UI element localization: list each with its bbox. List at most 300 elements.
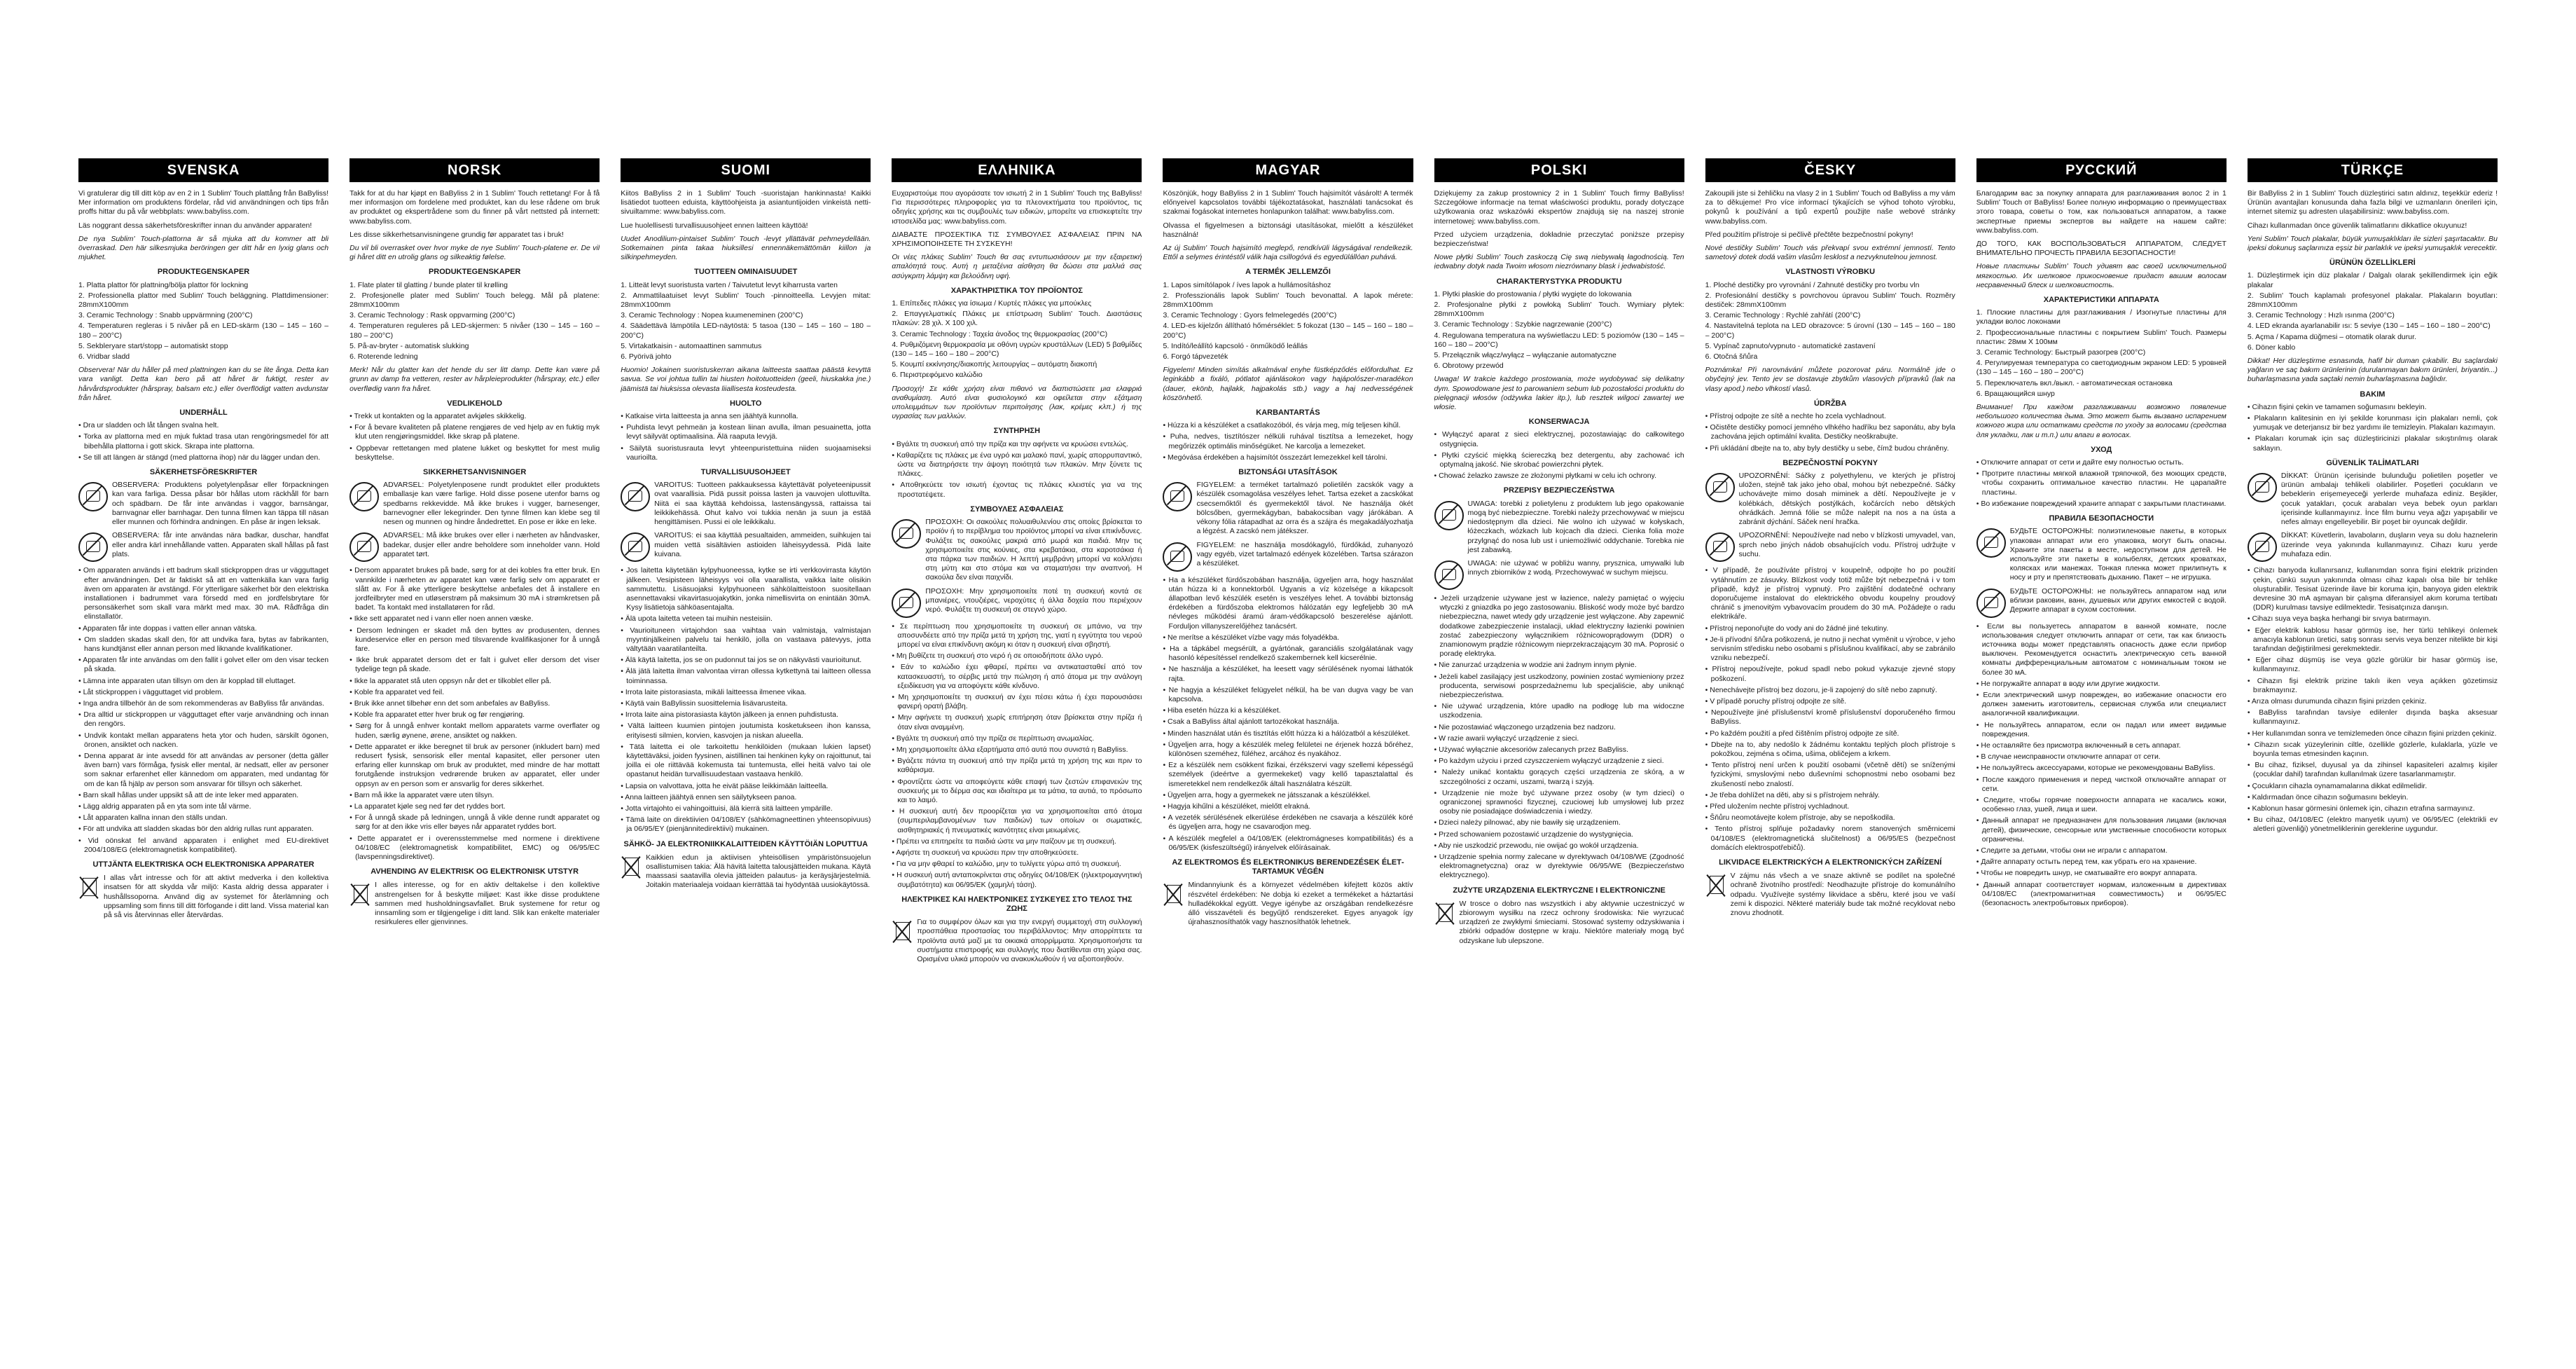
care-list [349, 412, 600, 462]
list-item: • Używać wyłącznie akcesoriów zalecanych przez BaByliss. [1434, 745, 1684, 755]
list-item: • Αποθηκεύετε τον ισιωτή έχοντας τις πλάκες κλειστές για να της προστατέψετε. [892, 481, 1142, 499]
weee-block [1705, 872, 1955, 918]
crossed-bin-icon [78, 874, 99, 900]
intro-text: Bir BaByliss 2 in 1 Sublim' Touch düzleştirici satın aldınız, teşekkür ederiz ! Ürünün avantajları konusunda daha fazla bilgi ve uzmanların önerileri için, internet sitemiz şu adresten ulaşabilirsiniz: www.babyliss.com. [2247, 189, 2498, 216]
list-item: 3. Ceramic Technology : Ταχεία άνοδος της θερμοκρασίας (200°C) [892, 329, 1108, 338]
warning-text: VAROITUS: ei saa käyttää pesualtaiden, ammeiden, suihkujen tai muiden vettä sisältävien astioiden läheisyydessä. Pidä laite kuivana. [654, 531, 871, 558]
specs-title: A TERMÉK JELLEMZŐI [1245, 268, 1331, 277]
list-item: 6. Pyörivä johto [621, 352, 672, 362]
list-item: 4. Temperaturen reguleres på LED-skjermen: 5 nivåer (130 – 145 – 160 – 180 – 200°C) [349, 322, 600, 340]
list-item: • Данный аппарат соответствует нормам, изложенным в директивах 04/108/EC (электромагнитная совместимость) и 06/95/EC (безопасность электробытовых приборов). [1976, 881, 2227, 909]
care-list [1976, 458, 2227, 509]
list-item: • A készülék megfelel a 04/108/EK (elektromágneses kompatibilitás) és a 06/95/EK (kisfeszültségű) irányelvek előírásainak. [1163, 834, 1413, 853]
list-item: • Húzza ki a készüléket a csatlakozóból, és várja meg, míg teljesen kihűl. [1163, 421, 1413, 430]
list-item: 1. Platta plattor för plattning/bölja plattor för lockning [78, 280, 249, 289]
list-item: 5. Переключатель вкл./выкл. - автоматическая остановка [1976, 378, 2173, 387]
list-item: • Koble fra apparatet etter hver bruk og før rengjøring. [349, 710, 600, 720]
warning-text: UWAGA: nie używać w pobliżu wanny, prysznica, umywalki lub innych zbiorników z wodą. Przechowywać w suchym miejscu. [1467, 558, 1684, 577]
intro-safety-reminder: Cihazı kullanmadan önce güvenlik talimatlarını dikkatlice okuyunuz! [2247, 221, 2467, 230]
list-item: 2. Профессиональные пластины с покрытием Sublim' Touch. Размеры пластин: 28мм X 100мм [1976, 328, 2227, 346]
no-plastic-bag-icon [892, 519, 921, 549]
list-item: 1. Flate plater til glatting / bunde plater til krølling [349, 280, 508, 289]
list-item: • Ikke bruk apparatet dersom det er falt i gulvet eller dersom det viser tydelige tegn på skade. [349, 656, 600, 674]
list-item: • Kaldırmadan önce cihazın soğumasını bekleyin. [2248, 793, 2498, 802]
list-item: • Denna apparat är inte avsedd för att användas av personer (detta gäller även barn) vars förmåga, fysisk eller mental, är nedsatt, eller av personer som saknar erfarenhet eller kännedom om apparaten, med undantag för om de kan få hjälp av person som ansvarar för tillsyn och säkerhet. [78, 752, 328, 789]
safety-title: SIKKERHETSANVISNINGER [423, 468, 527, 477]
list-item: • Barn må ikke la apparatet være uten tilsyn. [349, 791, 600, 800]
list-item: • Vaurioituneen virtajohdon saa vaihtaa vain valmistaja, valmistajan myyntinjälkeinen palvelu tai henkilö, jolla on vastaava pätevyys, jotta vältytään vaaratilanteilta. [621, 626, 871, 654]
specs-title: ÜRÜNÜN ÖZELLİKLERİ [2329, 259, 2416, 268]
care-list [1705, 412, 1955, 453]
list-item: • For å bevare kvaliteten på platene rengjøres de ved hjelp av en fuktig myk klut uten rengjøringsmiddel. Ikke skrap på platene. [349, 423, 600, 441]
list-item: • Přístroj odpojte ze sítě a nechte ho zcela vychladnout. [1705, 412, 1955, 421]
language-column [621, 158, 871, 1349]
weee-title: AVHENDING AV ELEKTRISK OG ELEKTRONISK UTSTYR [371, 867, 579, 876]
specs-title: PRODUKTEGENSKAPER [428, 268, 521, 277]
list-item: • Hagyja kihűlni a készüléket, mielőtt elrakná. [1163, 802, 1413, 811]
warning-text: ΠΡΟΣΟΧΗ: Μην χρησιμοποιείτε ποτέ τη συσκευή κοντά σε μπανιέρες, ντουζιέρες, νεροχύτες ή άλλα δοχεία που περιέχουν νερό. Φυλάξτε τη συσκευή σε στεγνό χώρο. [925, 586, 1142, 614]
list-item: 5. Przełącznik włącz/wyłącz – wyłączanie automatyczne [1434, 351, 1616, 360]
list-item: • Płytki czyścić miękką ściereczką bez detergentu, aby zachować ich optymalną jakość. Nie skrobać powierzchni płytek. [1434, 451, 1684, 469]
language-header: TÜRKÇE [2248, 158, 2498, 182]
crossed-bin-icon [621, 853, 642, 880]
list-item: • Çocukların cihazla oynamamalarına dikkat edilmelidir. [2248, 782, 2498, 791]
care-list [1163, 421, 1413, 462]
list-item: • Nepoužívejte jiné příslušenství kromě příslušenství doporučeného firmou BaByliss. [1705, 708, 1955, 727]
care-title: KONSERWACJA [1528, 418, 1590, 427]
steam-note: Observera! När du håller på med plattningen kan du se lite ånga. Detta kan vara vanligt. Detta kan bero på att håret är fuktigt, rester av hårvårdsprodukter (hårspray, balsam etc.) eller överflödigt vatten avdunstar från håret. [78, 366, 329, 402]
list-item: • Ne hagyja a készüléket felügyelet nélkül, ha be van dugva vagy be van kapcsolva. [1163, 686, 1413, 704]
language-header: ΕΛΛΗΝΙΚΑ [892, 158, 1142, 182]
language-header: РУССКИЙ [1976, 158, 2227, 182]
list-item: 5. Κουμπί εκκίνησης/διακοπής λειτουργίας – αυτόματη διακοπή [892, 360, 1097, 369]
warning-block [892, 587, 1142, 618]
list-item: • Не пользуйтесь аппаратом, если он падал или имеет видимые повреждения. [1976, 721, 2227, 739]
steam-note: Merk! Når du glatter kan det hende du ser litt damp. Dette kan være på grunn av damp fra vetteren, rester av hårpleieprodukter (hårspray, etc.) eller overflødig vann fra håret. [349, 366, 600, 393]
care-title: HUOLTO [730, 399, 762, 408]
care-title: УХОД [2091, 445, 2112, 454]
safety-title: GÜVENLİK TALİMATLARI [2326, 458, 2419, 467]
warning-text: FIGYELEM: a terméket tartalmazó polietilén zacskók vagy a készülék csomagolása veszélyes lehet. Tartsa ezeket a zacskókat csecsemőktől és gyermekektől távol. Ne használja ökét bölcsőben, gyermekágyban, babakocsiban vagy járókában. A vékony fólia rátapadhat az orra és a szájra és megakadályozhatja a légzést. A zacskó nem játékszer. [1196, 481, 1413, 536]
warning-block [1163, 541, 1413, 572]
list-item: • Po každém použití a před čištěním přístroj odpojte ze sítě. [1705, 729, 1955, 738]
list-item: 2. Επαγγελματικές Πλάκες με επίστρωση Sublim' Touch. Διαστάσεις πλακών: 28 χιλ. Χ 100 χιλ. [892, 310, 1142, 328]
warning-block [1705, 531, 1955, 562]
list-item: • Не пользуйтесь аксессуарами, которые не рекомендованы BaByliss. [1976, 764, 2227, 773]
column-body [892, 189, 1142, 964]
intro-safety-reminder: ДО ТОГО, КАК ВОСПОЛЬЗОВАТЬСЯ АППАРАТОМ, СЛЕДУЕТ ВНИМАТЕЛЬНО ПРОЧЕСТЬ ПРАВИЛА БЕЗОПАСНОСТИ! [1976, 240, 2227, 258]
list-item: • В случае неисправности отключите аппарат от сети. [1976, 752, 2227, 762]
list-item: 1. Ploché destičky pro vyrovnání / Zahnuté destičky pro tvorbu vln [1705, 280, 1920, 289]
steam-note: Dikkat! Her düzleştirme esnasında, hafif bir duman çıkabilir. Bu saçlardaki yağların ve saç bakım ürünlerinin (durulanmayan bakım ürünleri, briyantin...) buharlaşmasına yada saçtaki nemin buharlaşmasına bağlıdır. [2247, 357, 2498, 384]
list-item: 6. Περιστρεφόμενο καλώδιο [892, 371, 983, 380]
list-item: • Megóvása érdekében a hajsimítót összezárt lemezekkel kell tárolni. [1163, 453, 1413, 462]
specs-list [78, 281, 328, 362]
safety-list [349, 566, 600, 862]
list-item: • Εάν το καλώδιο έχει φθαρεί, πρέπει να αντικατασταθεί από τον κατασκευαστή, το σέρβις μετά την πώληση ή από άτομα με την ανάλογη εξειδίκευση για να αποφύγετε κάθε κίνδυνο. [892, 663, 1142, 691]
list-item: 1. Düzleştirmek için düz plakalar / Dalgalı olarak şekillendirmek için eğik plakalar [2247, 271, 2498, 289]
weee-title: LIKVIDACE ELEKTRICKÝCH A ELEKTRONICKÝCH ZAŘÍZENÍ [1719, 858, 1942, 867]
specs-list [2248, 271, 2498, 352]
safety-title: PRZEPISY BEZPIECZEŃSTWA [1503, 486, 1615, 495]
column-body [1434, 189, 1684, 946]
list-item: • Barn skall hållas under uppsikt så att de inte leker med apparaten. [78, 791, 328, 800]
intro-highlight: Az új Sublim' Touch hajsimító meglepő, rendkívüli lágyságával rendelkezik. Ettől a selymes érintéstől válik haja csillogóvá és egyedülállóan puhává. [1163, 244, 1413, 262]
specs-list [621, 281, 871, 362]
list-item: • Βγάλτε τη συσκευή από την πρίζα και την αφήνετε να κρυώσει εντελώς. [892, 440, 1142, 449]
specs-title: ΧΑΡΑΚΤΗΡΙΣΤΙΚΑ ΤΟΥ ΠΡΟΪΟΝΤΟΣ [950, 286, 1083, 295]
column-body [1163, 189, 1413, 927]
list-item: • Katkaise virta laitteesta ja anna sen jäähtyä kunnolla. [621, 412, 871, 421]
list-item: • Přístroj neponořujte do vody ani do žádné jiné tekutiny. [1705, 624, 1955, 633]
no-water-icon [621, 532, 650, 562]
list-item: 6. Forgó tápvezeték [1163, 352, 1228, 362]
list-item: • Dette apparatet er i overensstemmelse med normene i direktivene 04/108/EC (elektromagnetisk kompatibilitet, EMC) og 06/95/EC (lavspenningsdirektivet). [349, 834, 600, 862]
list-item: • Trekk ut kontakten og la apparatet avkjøles skikkelig. [349, 412, 600, 421]
weee-block [78, 874, 328, 920]
list-item: • Μη βυθίζετε τη συσκευή στο νερό ή σε οποιοδήποτε άλλο υγρό. [892, 652, 1142, 661]
warning-text: UPOZORNĚNÍ: Nepoužívejte nad nebo v blízkosti umyvadel, van, sprch nebo jiných nádob obsahujících vodu. Přístroj udržujte v suchu. [1738, 531, 1955, 558]
list-item: • Aby nie uszkodzić przewodu, nie owijać go wokół urządzenia. [1434, 841, 1684, 851]
intro-text: Zakoupili jste si žehličku na vlasy 2 in 1 Sublim' Touch od BaByliss a my vám za to děkujeme! Pro více informací týkajících se výhod tohoto výrobku, pokynů k používání a tipů expertů použijte naše webové stránky www.babyliss.com. [1705, 189, 1955, 226]
warning-block [621, 531, 871, 562]
list-item: • Csak a BaByliss által ajánlott tartozékokat használja. [1163, 717, 1413, 727]
warning-block [892, 518, 1142, 582]
weee-title: UTTJÄNTA ELEKTRISKA OCH ELEKTRONISKA APPARATER [92, 860, 314, 869]
intro-text: Köszönjük, hogy BaByliss 2 in 1 Sublim' Touch hajsimítót vásárolt! A termék előnyeivel kapcsolatos további tájékoztatásokat, használati tanácsokat és szakmai fogásokat internetes honlapunkon találhat: www.babyliss.com. [1163, 189, 1413, 216]
intro-safety-reminder: Před použitím přístroje si pečlivě přečtěte bezpečnostní pokyny! [1705, 230, 1913, 239]
warning-text: ADVARSEL: Polyetylenposene rundt produktet eller produktets emballasje kan være farlige. Hold disse posene utenfor barns og spedbarns rekkevidde. Må ikke brukes i vugger, barnesenger, barnevogner eller lekegrinder. Den tynne filmen kan klebe seg til nesen og munnen og hindre åndedrettet. En pose er ikke en leke. [383, 481, 600, 527]
weee-text: I alles interesse, og for en aktiv deltakelse i den kollektive anstrengelsen for å beskytte miljøet: Kast ikke disse produktene sammen med husholdningsavfallet. Bruk systemene for retur og innsamling som er tilgjengelige i ditt land. Slik kan enkelte materialer resirkuleres eller gjenvinnes. [375, 881, 600, 927]
list-item: • Η συσκευή αυτή δεν προορίζεται για να χρησιμοποιείται από άτομα (συμπεριλαμβανομένων των παιδιών) των οποίων οι σωματικές, αισθητηριακές ή πνευματικές ικανότητες είναι μειωμένες. [892, 807, 1142, 835]
list-item: • Данный аппарат не предназначен для пользования лицами (включая детей), физические, сенсорные или умственные способности которых ограничены. [1976, 816, 2227, 844]
intro-text: Благодарим вас за покупку аппарата для разглаживания волос 2 in 1 Sublim' Touch от BaByliss! Более полную информацию о преимуществах этого товара, советы о том, как пользоваться аппаратом, а также экспертные приемы экспертов вы найдете на нашем сайте: www.babyliss.com. [1976, 189, 2227, 235]
list-item: • Ha a készüléket fürdőszobában használja, ügyeljen arra, hogy használat után húzza ki a konnektorból. Ugyanis a víz közelsége a kikapcsolt állapotban levő készülék esetén is veszélyes lehet. A további biztonság érdekében a fürdőszoba elektromos hálózatán egy legfeljebb 30 mA névleges működési áramú áram-védőkapcsoló beszerelése ajánlott. Forduljon villanyszerelőjéhez tanácsért. [1163, 576, 1413, 631]
list-item: • Чтобы не повредить шнур, не сматывайте его вокруг аппарата. [1976, 869, 2227, 878]
list-item: 3. Ceramic Technology : Hızlı ısınma (200°C) [2247, 311, 2395, 320]
care-title: ΣΥΝΤΗΡΗΣΗ [993, 427, 1041, 436]
list-item: • Φροντίζετε ώστε να αποφεύγετε κάθε επαφή των ζεστών επιφανειών της συσκευής με το δέρμα σας και ιδιαίτερα με τα μάτια, τα αυτιά, το πρόσωπο και το λαιμό. [892, 778, 1142, 806]
warning-block [349, 531, 600, 562]
list-item: • Dra alltid ur stickproppen ur vägguttaget efter varje användning och innan den rengörs. [78, 710, 328, 729]
steam-note: Huomio! Jokainen suoristuskerran aikana laitteesta saattaa päästä kevyttä savua. Se voi johtua tullin tai hiusten hoitotuotteiden (geeli, hiuskakka jne.) jäämistä tai hiuksissa olevasta liiallisesta kosteudesta. [621, 366, 871, 393]
list-item: • Καθαρίζετε τις πλάκες με ένα υγρό και μαλακό πανί, χωρίς απορρυπαντικό, ώστε να διατηρήσετε την άψογη ποιότητά των πλακών. Μην ξύνετε τις πλάκες. [892, 451, 1142, 479]
warning-block [1976, 527, 2227, 582]
warning-block [349, 481, 600, 527]
no-water-icon [892, 589, 921, 618]
list-item: • Lämna inte apparaten utan tillsyn om den är kopplad till eluttaget. [78, 677, 328, 686]
steam-note: Внимание! При каждом разглаживании возможно появление небольшого количества дыма. Это может быть вызвано испарением кожного жира или остатками средств по уходу за волосами (средства для укладки, лак и т.п.) или влаги в волосах. [1976, 403, 2227, 439]
care-list [1434, 430, 1684, 481]
weee-block [1163, 881, 1413, 927]
no-water-icon [1163, 542, 1192, 572]
list-item: • Oppbevar rettetangen med platene lukket og beskyttet for mest mulig beskyttelse. [349, 444, 600, 462]
specs-title: ХАРАКТЕРИСТИКИ АППАРАТА [2043, 296, 2159, 305]
steam-note: Poznámka! Při narovnávání můžete pozorovat páru. Normálně jde o obyčejný jev. Tento jev se dostavuje zbytkům vlasových přípravků (lak na vlasy apod.) nebo vlhkostí vlasů. [1705, 366, 1955, 393]
weee-text: Kaikkien edun ja aktiivisen yhteisöllisen ympäristönsuojelun osallistumisen takia: Älä hävitä laitetta talousjätteiden mukana. Käytä maassasi saatavilla olevia jätteiden palautus- ja keräysjärjestelmiä. Joitakin materiaaleja voidaan kierrättää tai hyödyntää uusiokäytössä. [646, 853, 871, 890]
safety-title: SÄKERHETSFÖRESKRIFTER [149, 468, 258, 477]
language-column [1976, 158, 2227, 1349]
list-item: • Om apparaten används i ett badrum skall stickproppen dras ur vägguttaget efter användningen. Det är faktiskt så att en vattenkälla kan vara farlig även om apparaten är avstängd. För ytterligare säkerhet bör den elektriska installationen i badrummet vara försedd med en jordfelsbrytare för personsäkerhet som skall vara märkt med max. 30 mA. Rådfråga din elinstallatör. [78, 566, 328, 621]
no-water-icon [1705, 532, 1735, 562]
list-item: • Šňůru neomotávejte kolem přístroje, aby se nepoškodila. [1705, 813, 1955, 823]
language-column [2248, 158, 2498, 1349]
list-item: • Следите за детьми, чтобы они не играли с аппаратом. [1976, 846, 2227, 855]
warning-text: ΠΡΟΣΟΧΗ: Οι σακούλες πολυαιθυλενίου στις οποίες βρίσκεται το προϊόν ή το περίβλημα του προϊόντος μπορεί να είναι επικίνδυνες. Φυλάξτε τις σακούλες μακριά από μωρά και παιδιά. Μην τις χρησιμοποιείτε στις κούνιες, στα κρεβατάκια, στα καροτσάκια ή στα πάρκα των παιδιών. Η λεπτή μεμβράνη μπορεί να κολλήσει στη μύτη και στο στόμα και να σταματήσει την αναπνοή. Η σακούλα δεν είναι παιχνίδι. [925, 518, 1142, 582]
list-item: • Cihazı banyoda kullanırsanız, kullanımdan sonra fişini elektrik prizinden çekin, çünkü suyun yakınında olması cihaz kapalı olsa bile bir tehlike oluşturabilir. Tesisat üzerinde ilave bir koruma için, banyoya giden elektrik devresine 30 mA aşmayan bir çalışma diferansiyel akım koruma tertibatı (DDR) kurulması tavsiye edilmektedir. Tesisatçınıza danışın. [2248, 566, 2498, 612]
list-item: 6. Вращающийся шнур [1976, 389, 2055, 398]
list-item: • Bruk ikke annet tilbehør enn det som anbefales av BaByliss. [349, 699, 600, 708]
intro-highlight: Nowe płytki Sublim' Touch zaskoczą Cię swą niebywałą łagodnością. Ten jedwabny dotyk nada Twoim włosom niezrównany blask i jedwabistość. [1434, 253, 1684, 271]
language-header: ČESKY [1705, 158, 1955, 182]
warning-text: БУДЬТЕ ОСТОРОЖНЫ: не пользуйтесь аппаратом над или вблизи раковин, ванн, душевых или других емкостей с водой. Держите аппарат в сухом состоянии. [2009, 586, 2227, 614]
list-item: • Při ukládání dbejte na to, aby byly destičky u sebe, čímž budou chráněny. [1705, 444, 1955, 453]
warning-text: UWAGA: torebki z polietylenu z produktem lub jego opakowanie mogą być niebezpieczne. Torebki należy przechowywać w miejscu niedostępnym dla dzieci. Nie wolno ich używać w kołyskach, łóżeczkach, wózkach lub kojcach dla dzieci. Cienka folia może przylgnąć do nosa lub ust i uniemożliwić oddychanie. Torebka nie jest zabawką. [1467, 499, 1684, 554]
list-item: • Se till att längen är stängd (med plattorna ihop) när du lägger undan den. [78, 453, 328, 462]
safety-list [2248, 566, 2498, 834]
list-item: • Dra ur sladden och låt tången svalna helt. [78, 421, 328, 430]
list-item: • Lapsia on valvottava, jotta he eivät pääse leikkimään laitteella. [621, 782, 871, 791]
crossed-bin-icon [892, 918, 913, 944]
list-item: 5. Vypínač zapnuto/vypnuto - automatické zastavení [1705, 341, 1876, 350]
no-water-icon [2248, 532, 2277, 562]
list-item: • Puhdista levyt pehmeän ja kostean liinan avulla, ilman pesuainetta, jotta levyt säilyvät optimaalisina. Älä raaputa levyjä. [621, 423, 871, 441]
list-item: • Koble fra apparatet ved feil. [349, 688, 600, 697]
intro-text: Ευχαριστούμε που αγοράσατε τον ισιωτή 2 in 1 Sublim' Touch της BaByliss! Για περισσότερες πληροφορίες για τα πλεονεκτήματα του προϊόντος, τις οδηγίες χρήσης και τις συμβουλές των ειδικών, μπορείτε να επισκεφτείτε την ιστοσελίδα μας: www.babyliss.com. [892, 189, 1142, 226]
warning-block [621, 481, 871, 527]
list-item: 6. Döner kablo [2247, 343, 2296, 352]
intro-safety-reminder: ΔΙΑΒΑΣΤΕ ΠΡΟΣΕΚΤΙΚΑ ΤΙΣ ΣΥΜΒΟΥΛΕΣ ΑΣΦΑΛΕΙΑΣ ΠΡΙΝ ΝΑ ΧΡΗΣΙΜΟΠΟΙΗΣΕΤΕ ΤΗ ΣΥΣΚΕΥΗ! [892, 230, 1142, 249]
list-item: 6. Obrotowy przewód [1434, 362, 1504, 371]
list-item: 2. Professionella plattor med Sublim' Touch beläggning. Plattdimensioner: 28mmX100mm [78, 291, 329, 310]
list-item: 4. Nastavitelná teplota na LED obrazovce: 5 úrovní (130 – 145 – 160 – 180 – 200°C) [1705, 322, 1955, 340]
list-item: 4. LED-es kijelzőn állítható hőmérséklet: 5 fokozat (130 – 145 – 160 – 180 – 200°C) [1163, 322, 1413, 340]
no-plastic-bag-icon [2248, 473, 2277, 502]
weee-title: SÄHKÖ- JA ELEKTRONIIKKALAITTEIDEN KÄYTTÖIÄN LOPUTTUA [623, 839, 868, 848]
list-item: • Dersom ledningen er skadet må den byttes av produsenten, dennes kundeservice eller en person med tilsvarende kvalifikasjoner for å unngå fare. [349, 626, 600, 654]
list-item: • Ez a készülék nem csökkent fizikai, érzékszervi vagy szellemi képességű személyek (ideértve a gyermekeket) vagy kellő tapasztalattal és ismeretekkel nem rendelkezők általi használatra készült. [1163, 761, 1413, 789]
list-item: 6. Otočná šňůra [1705, 352, 1758, 362]
weee-text: V zájmu nás všech a ve snaze aktivně se podílet na společné ochraně životního prostředí: Neodhazujte přístroje do komunálního odpadu. Využívejte systémy likvidace a sběru, které jsou ve vaší zemi k dispozici. Některé materiály bude tak možné recyklovat nebo znovu zhodnotit. [1730, 872, 1955, 917]
weee-text: Mindannyiunk és a környezet védelmében kifejtett közös aktív részvétel érdekében: Ne dobja ki ezeket a termékeket a háztartási hulladékokkal együtt. Vegye igénybe az országában rendelkezésre álló visszavételi és begyűjtő rendszereket. Egyes anyagok így újrahasznosíthatók vagy hasznosíthatók lehetnek. [1188, 881, 1413, 927]
list-item: • Apparaten får inte användas om den fallit i golvet eller om den visar tecken på skada. [78, 656, 328, 674]
list-item: 3. Ceramic Technology: Быстрый разогрев (200°C) [1976, 348, 2146, 357]
no-plastic-bag-icon [1163, 482, 1192, 511]
intro-highlight: Du vil bli overrasket over hvor myke de nye Sublim' Touch-platene er. De vil gi håret ditt en utrolig glans og silkeaktig følelse. [349, 244, 600, 262]
list-item: 4. Ρυθμιζόμενη θερμοκρασία με οθόνη υγρών κρυστάλλων (LED) 5 βαθμίδες (130 – 145 – 160 – 180 – 200°C) [892, 340, 1142, 359]
warning-text: UPOZORNĚNÍ: Sáčky z polyethylenu, ve kterých je přístroj uložen, stejně tak jako jeho obal, mohou být nebezpečné. Sáčky uchovávejte mimo dosah miminek a dětí. Nepoužívejte je v kolébkách, dětských postýlkách, kočárcích nebo dětských ohrádkách. Jemná fólie se může nalepit na nos a na ústa a zabránit dýchání. Sáček není hračka. [1738, 472, 1955, 527]
crossed-bin-icon [1434, 900, 1455, 926]
language-header: SVENSKA [78, 158, 328, 182]
list-item: • Po każdym użyciu i przed czyszczeniem wyłączyć urządzenie z sieci. [1434, 757, 1684, 766]
language-columns [78, 158, 2498, 1349]
list-item: • Ikke sett apparatet ned i vann eller noen annen væske. [349, 614, 600, 624]
list-item: 2. Ammattilaatuiset levyt Sublim' Touch -pinnoitteella. Levyjen mitat: 28mmX100mm [621, 291, 871, 310]
safety-title: TURVALLISUUSOHJEET [700, 468, 791, 477]
list-item: 5. På-av-bryter - automatisk slukking [349, 341, 469, 350]
list-item: • Μη χρησιμοποιείτε τη συσκευή αν έχει πέσει κάτω ή έχει παρουσιάσει φανερή ορατή βλάβη. [892, 693, 1142, 711]
warning-block [1434, 500, 1684, 555]
specs-title: CHARAKTERYSTYKA PRODUKTU [1496, 277, 1622, 286]
list-item: • V případě, že používáte přístroj v koupelně, odpojte ho po použití vytáhnutím ze zásuvky. Blízkost vody totiž může být nebezpečná i v tom případě, když je přístroj vypnutý. Pro zajištění dodatečné ochrany doporučujeme instalovat do elektrického obvodu koupelny proudový chránič s jmenovitým vybavovacím proudem do 30 mA. Požádejte o radu elektrikáře. [1705, 566, 1955, 621]
list-item: • Tämä laite on direktiivien 04/108/EY (sähkömagneettinen yhteensopivuus) ja 06/95/EY (pienjännitedirektiivi) mukainen. [621, 816, 871, 834]
list-item: • Plakaları korumak için saç düzleştiricinizi plakalar sıkıştırılmış olarak saklayın. [2248, 434, 2498, 453]
list-item: • Przed schowaniem pozostawić urządzenie do wystygnięcia. [1434, 830, 1684, 839]
list-item: • Η συσκευή αυτή ανταποκρίνεται στις οδηγίες 04/108/ΕΚ (ηλεκτρομαγνητική συμβατότητα) και 06/95/ΕΚ (χαμηλή τάση). [892, 871, 1142, 889]
list-item: • Не погружайте аппарат в воду или другие жидкости. [1976, 680, 2227, 689]
care-title: UNDERHÅLL [179, 408, 228, 418]
list-item: 3. Ceramic Technology : Gyors felmelegedés (200°C) [1163, 311, 1337, 320]
column-body [349, 189, 600, 927]
intro-highlight: Yeni Sublim' Touch plakalar, büyük yumuşaklıkları ile sizleri şaşırtacaktır. Bu ipeksi dokunuş saçlarınıza eşsiz bir parlaklık ve ipeksi yumuşaklık verecektir. [2247, 234, 2498, 253]
warning-block [1976, 587, 2227, 618]
no-plastic-bag-icon [1705, 473, 1735, 502]
list-item: • Låt stickproppen i vägguttaget vid problem. [78, 688, 328, 697]
list-item: • Nie zanurzać urządzenia w wodzie ani żadnym innym płynie. [1434, 661, 1684, 670]
list-item: 1. Επίπεδες πλάκες για ίσιωμα / Κυρτές πλάκες για μπούκλες [892, 299, 1092, 308]
language-header: MAGYAR [1163, 158, 1413, 182]
list-item: • Nie używać urządzenia, które upadło na podłogę lub ma widoczne uszkodzenia. [1434, 702, 1684, 720]
list-item: 3. Ceramic Technology : Szybkie nagrzewanie (200°C) [1434, 320, 1612, 329]
weee-title: ZUŻYTE URZĄDZENIA ELEKTRYCZNE I ELEKTRONICZNE [1453, 886, 1666, 895]
intro-highlight: Uudet Anodilium-pintaiset Sublim' Touch -levyt yllättävät pehmeydellään. Sotkemainen pinta takaa hiuksillesi ennennäkemättömän kiillon ja silkinpehmeyden. [621, 234, 871, 262]
list-item: • Μη χρησιμοποιείτε άλλα εξαρτήματα από αυτά που συνιστά η BaByliss. [892, 745, 1142, 755]
list-item: • Arıza olması durumunda cihazın fişini prizden çekiniz. [2248, 697, 2498, 706]
list-item: 5. Indító/leállító kapcsoló - önműködő leállás [1163, 341, 1308, 350]
warning-text: DİKKAT: Küvetlerin, lavaboların, duşların veya su dolu haznelerin üzerinde veya yakınında kullanmayınız. Cihazı kuru yerde muhafaza edin. [2280, 531, 2498, 558]
specs-list [1434, 290, 1684, 371]
list-item: • Je-li přívodní šňůra poškozená, je nutno ji nechat vyměnit u výrobce, v jeho servisním středisku nebo osobami s příslušnou kvalifikací, aby se zabránilo vzniku nebezpečí. [1705, 635, 1955, 663]
list-item: 2. Profesionální destičky s povrchovou úpravou Sublim' Touch. Rozměry destiček: 28mmX100mm [1705, 291, 1955, 310]
list-item: • Если вы пользуетесь аппаратом в ванной комнате, после использования следует отключить аппарат от сети, так как близость источника воды может представлять опасность даже если прибор выключен. Рекомендуется оснастить электрическую сеть ванной комнаты дифференциальным автоматом с номинальным током не более 30 мА. [1976, 622, 2227, 677]
steam-note: Figyelem! Minden simítás alkalmával enyhe füstképződés előfordulhat. Ez leginkább a fixáló, pótlatot ajánlásokon vagy hajápolószer-maradékon (dauer, ekönb, hajlakk, hajpakolás stb.) vagy a haj nedvességének köszönhető. [1163, 366, 1413, 402]
safety-list [1976, 622, 2227, 909]
list-item: • Во избежание повреждений храните аппарат с закрытыми пластинами. [1976, 500, 2227, 509]
column-body [1976, 189, 2227, 908]
intro-safety-reminder: Olvassa el figyelmesen a biztonsági utasításokat, mielőtt a készüléket használná! [1163, 221, 1413, 239]
list-item: 1. Плоские пластины для разглаживания / Изогнутые пластины для укладки волос локонами [1976, 308, 2227, 326]
no-plastic-bag-icon [1976, 528, 2006, 558]
care-list [2248, 403, 2498, 453]
safety-list [1705, 566, 1955, 853]
list-item: • Дайте аппарату остыть перед тем, как убрать его на хранение. [1976, 858, 2227, 867]
list-item: 1. Litteät levyt suoristusta varten / Taivutetut levyt kiharrusta varten [621, 280, 838, 289]
care-list [621, 412, 871, 462]
column-body [78, 189, 328, 920]
list-item: • Jotta virtajohto ei vahingoittuisi, älä kierrä sitä laitteen ympärille. [621, 804, 871, 813]
language-column [349, 158, 600, 1349]
list-item: 4. Temperaturen regleras i 5 nivåer på en LED-skärm (130 – 145 – 160 – 180 – 200°C) [78, 322, 329, 340]
warning-text: ADVARSEL: Må ikke brukes over eller i nærheten av håndvasker, badekar, dusjer eller andre beholdere som inneholder vann. Hold apparatet tørt. [383, 531, 600, 558]
warning-text: DİKKAT: Ürünün içerisinde bulunduğu polietilen poşetler ve ürünün ambalajı tehlikeli olabilirler. Poşetleri çocukların ve bebeklerin erişemeyeceği yerlerde muhafaza ediniz. Beşikler, çocuk yatakları, çocuk arabaları veya bebek oyun parkları içerisinde kullanmayınız. İnce film burnu veya ağzı yapışabilir ve nefes almayı engelleyebilir. Bir poşet bir oyuncak değildir. [2280, 472, 2498, 527]
list-item: • Eğer elektrik kablosu hasar görmüş ise, her türlü tehlikeyi önlemek amacıyla kablonun üretici, satış sonrası servis veya benzer nitelikte bir kişi tarafından değiştirilmesi gerekmektedir. [2248, 626, 2498, 654]
weee-text: I allas vårt intresse och för att aktivt medverka i den kollektiva insatsen för att skydda vår miljö: Kasta aldrig dessa apparater i hushållssoporna. Använd dig av systemet för återlämning och uppsamling som finns till ditt förfogande i ditt land. Vissa material kan på så vis återvinnas eller återvärdas. [104, 874, 329, 919]
list-item: • Ne használja a készüléket, ha leesett vagy sérülésének nyomai láthatók rajta. [1163, 665, 1413, 683]
no-plastic-bag-icon [1434, 501, 1464, 530]
list-item: • Torka av plattorna med en mjuk fuktad trasa utan rengöringsmedel för att bibehålla plattorna i gott skick. Skrapa inte plattorna. [78, 432, 328, 450]
safety-list [78, 566, 328, 855]
list-item: • Älä käytä laitetta, jos se on pudonnut tai jos se on näkyvästi vaurioitunut. [621, 656, 871, 665]
intro-text: Vi gratulerar dig till ditt köp av en 2 in 1 Sublim' Touch plattång från BaByliss! Mer information om produktens fördelar, råd vid användningen och tips från proffs hittar du på vår webbplats: www.babyliss.com. [78, 189, 329, 216]
list-item: 3. Ceramic Technology : Nopea kuumeneminen (200°C) [621, 311, 803, 320]
list-item: • Lägg aldrig apparaten på en yta som inte tål värme. [78, 802, 328, 811]
no-plastic-bag-icon [621, 482, 650, 511]
safety-list [621, 566, 871, 834]
steam-note: Uwaga! W trakcie każdego prostowania, może wydobywać się delikatny dym. Spowodowane jest to parowaniem sebum lub pozostałości produktu do pielęgnacji włosów (odżywka lakier itp.), lub resztek wilgoci zawartej we włosie. [1434, 375, 1684, 412]
list-item: • Należy unikać kontaktu gorących części urządzenia ze skórą, a w szczególności z oczami, uszami, twarzą i szyją. [1434, 768, 1684, 786]
list-item: • Dbejte na to, aby nedošlo k žádnému kontaktu teplých ploch přístroje s pokožkou, zejména s očima, ušima, obličejem a krkem. [1705, 741, 1955, 759]
warning-text: VAROITUS: Tuotteen pakkauksessa käytettävät polyeteenipussit ovat vaarallisia. Pidä pussit poissa lasten ja vauvojen ulottuvilta. Niitä ei saa käyttää kehdoissa, lastensängyssä, rattaissa tai leikkikehässä. Ohut kalvo voi tukkia nenän ja suun ja estää hengittämisen. Pussi ei ole leikkikalu. [654, 481, 871, 527]
list-item: • Tätä laitetta ei ole tarkoitettu henkilöiden (mukaan lukien lapset) käytettäväksi, joiden fyysinen, aistillinen tai henkinen kyky on rajoittunut, tai joilla ei ole riittävää kokemusta tai tuntemusta, ellei heitä valvo tai ole opastanut heidän turvallisuudestaan vastaava henkilö. [621, 743, 871, 780]
list-item: • Älä jätä laitetta ilman valvontaa virran ollessa kytkettynä tai laitteen ollessa toiminnassa. [621, 667, 871, 685]
list-item: • Dzieci należy pilnować, aby nie bawiły się urządzeniem. [1434, 818, 1684, 827]
intro-text: Takk for at du har kjøpt en BaByliss 2 in 1 Sublim' Touch rettetang! For å få mer informasjon om fordelene med produktet, kan du lese rådene om bruk av produktet og ekspertrådene som du finner på vårt nettsted på internett: www.babyliss.com. [349, 189, 600, 226]
weee-block [349, 881, 600, 927]
list-item: • Chować żelazko zawsze ze złożonymi płytkami w celu ich ochrony. [1434, 472, 1684, 481]
warning-block [2248, 472, 2498, 527]
language-column [1434, 158, 1684, 1349]
warning-block [1705, 472, 1955, 527]
column-body [621, 189, 871, 890]
list-item: • Undvik kontakt mellan apparatens heta ytor och huden, särskilt ögonen, öronen, ansiktet och nacken. [78, 731, 328, 750]
weee-block [1434, 900, 1684, 946]
steam-note: Προσοχή! Σε κάθε χρήση είναι πιθανό να διαπιστώσετε μια ελαφριά αναθυμίαση. Αυτό είναι φυσιολογικό και οφείλεται στην εξάτμιση υπολειμμάτων των προϊόντων περιποίησης (λακ, κρέμες κλπ.) ή της υγρασίας των μαλλιών. [892, 384, 1142, 421]
list-item: • Για να μην φθαρεί το καλώδιο, μην το τυλίγετε γύρω από τη συσκευή. [892, 860, 1142, 869]
list-item: • Αφήστε τη συσκευή να κρυώσει πριν την αποθηκεύσετε. [892, 848, 1142, 858]
list-item: • Her kullanımdan sonra ve temizlemeden önce cihazın fişini prizden çekiniz. [2248, 729, 2498, 738]
care-title: KARBANTARTÁS [1256, 408, 1320, 418]
specs-title: PRODUKTEGENSKAPER [157, 268, 250, 277]
list-item: 4. LED ekranda ayarlanabilir ısı: 5 seviye (130 – 145 – 160 – 180 – 200°C) [2247, 322, 2491, 331]
list-item: • Jeżeli kabel zasilający jest uszkodzony, powinien zostać wymieniony przez producenta, serwisowi posprzedażnemu lub specjaliście, aby uniknąć niebezpieczeństwa. [1434, 673, 1684, 701]
list-item: • Βγάζετε πάντα τη συσκευή από την πρίζα μετά τη χρήση της και πριν το καθάρισμα. [892, 757, 1142, 775]
list-item: • Käytä vain BaBylissin suosittelemia lisävarusteita. [621, 699, 871, 708]
warning-text: БУДЬТЕ ОСТОРОЖНЫ: полиэтиленовые пакеты, в которых упакован аппарат или его упаковка, могут быть опасны. Храните эти пакеты в месте, недоступном для детей. Не используйте эти пакеты в колыбелях, детских кроватках, колясках или манежах. Тонкая пленка может прилипнуть к носу и рту и препятствовать дыханию. Пакет – не игрушка. [2009, 527, 2227, 582]
safety-list [892, 622, 1142, 890]
list-item: • Puha, nedves, tisztítószer nélküli ruhával tisztítsa a lemezeket, hogy megőrizzék optimális minőségüket. Ne karcolja a lemezeket. [1163, 432, 1413, 450]
list-item: 3. Ceramic Technology : Snabb uppvärmning (200°C) [78, 311, 253, 320]
language-header: POLSKI [1434, 158, 1684, 182]
list-item: • For å unngå skade på ledningen, unngå å vikle denne rundt apparatet og sørg for at den ikke vris eller bøyes når apparatet ryddes bort. [349, 813, 600, 832]
weee-text: Για το συμφέρον όλων και για την ενεργή συμμετοχή στη συλλογική προσπάθεια προστασίας του περιβάλλοντος: Μην απορρίπτετε τα προϊόντα αυτά μαζί με τα οικιακά απορρίμματα. Χρησιμοποιήστε τα συστήματα επιστροφής και συλλογής που διατίθενται στη χώρα σας. Ορισμένα υλικά μπορούν να ανακυκλωθούν ή να αξιοποιηθούν. [917, 918, 1142, 964]
list-item: • Βγάλτε τη συσκευή από την πρίζα σε περίπτωση ανωμαλίας. [892, 734, 1142, 743]
warning-text: FIGYELEM: ne használja mosdókagyló, fürdőkád, zuhanyozó vagy egyéb, vizet tartalmazó edények közelében. Tartsa szárazon a készüléket. [1196, 540, 1413, 567]
list-item: • Ha a tápkábel megsérült, a gyártónak, garanciális szolgálatának vagy hasonló képesítéssel rendelkező szakembernek kell kicserélnie. [1163, 645, 1413, 663]
list-item: • Nenechávejte přístroj bez dozoru, je-li zapojený do sítě nebo zapnutý. [1705, 686, 1955, 695]
language-column [892, 158, 1142, 1349]
weee-title: ΗΛΕΚΤΡΙΚΕΣ ΚΑΙ ΗΛΕΚΤΡΟΝΙΚΕΣ ΣΥΣΚΕΥΕΣ ΣΤΟ ΤΕΛΟΣ ΤΗΣ ΖΩΗΣ [901, 895, 1133, 913]
list-item: • Anna laitteen jäähtyä ennen sen säilytykseen panoa. [621, 793, 871, 802]
list-item: • Očistěte destičky pomocí jemného vlhkého hadříku bez saponátu, aby byla zachována jejich optimální kvalita. Destičky neoškrabujte. [1705, 423, 1955, 441]
list-item: 3. Ceramic Technology : Rychlé zahřátí (200°C) [1705, 311, 1861, 320]
specs-list [349, 281, 600, 362]
list-item: • Přístroj nepoužívejte, pokud spadl nebo pokud vykazuje zjevné stopy poškození. [1705, 665, 1955, 683]
intro-safety-reminder: Läs noggrant dessa säkerhetsföreskrifter innan du använder apparaten! [78, 221, 312, 230]
no-water-icon [1976, 589, 2006, 618]
no-water-icon [349, 532, 379, 562]
column-body [1705, 189, 1955, 918]
list-item: • Ikke la apparatet stå uten oppsyn når det er tilkoblet eller på. [349, 677, 600, 686]
list-item: 5. Açma / Kapama düğmesi – otomatik olarak durur. [2247, 332, 2416, 341]
list-item: • Kablonun hasar görmesini önlemek için, cihazın etrafına sarmayınız. [2248, 804, 2498, 813]
intro-safety-reminder: Przed użyciem urządzenia, dokładnie przeczytać poniższe przepisy bezpieczeństwa! [1434, 230, 1684, 249]
list-item: 4. Regulowana temperatura na wyświetlaczu LED: 5 poziomów (130 – 145 – 160 – 180 – 200°C) [1434, 331, 1684, 349]
list-item: • Inga andra tillbehör än de som rekommenderas av BaByliss får användas. [78, 699, 328, 708]
list-item: • BaByliss tarafından tavsiye edilenler dışında başka aksesuar kullanmayınız. [2248, 708, 2498, 727]
list-item: • Cihazın fişi elektrik prizine takılı iken veya açıkken gözetimsiz bırakmayınız. [2248, 677, 2498, 695]
care-title: BAKIM [2360, 390, 2385, 399]
care-title: VEDLIKEHOLD [447, 399, 503, 408]
